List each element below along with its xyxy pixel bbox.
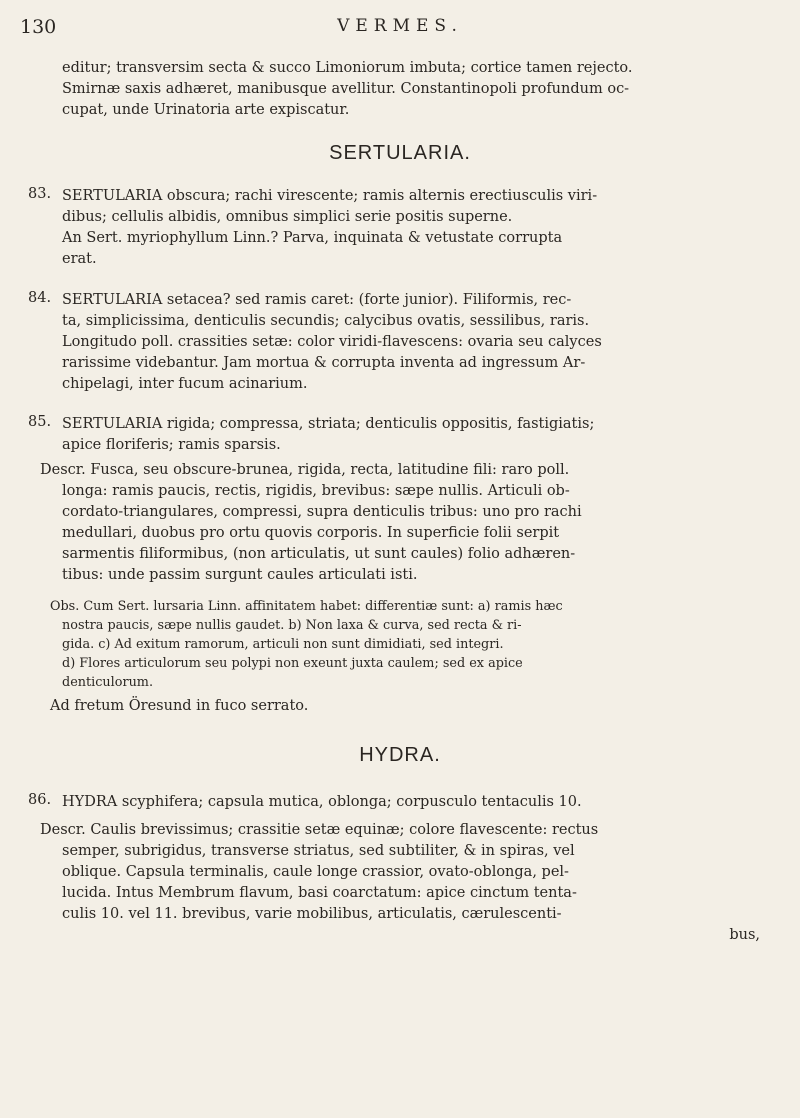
entry-line: medullari, duobus pro ortu quovis corporis. In superficie folii serpit (62, 525, 560, 541)
entry-line: semper, subrigidus, transverse striatus, sed subtiliter, & in spiras, vel (62, 843, 575, 859)
page-header (20, 16, 780, 46)
entry-line: SERTULARIA obscura; rachi virescente; ramis alternis erectiusculis viri- (62, 188, 598, 204)
entry-line: tibus: unde passim surgunt caules articulati isti. (62, 567, 418, 583)
entry-number: 86. (28, 792, 52, 808)
running-head: VERMES. (337, 16, 463, 36)
observation-line: Obs. Cum Sert. lursaria Linn. affinitatem habet: differentiæ sunt: a) ramis hæc (50, 599, 563, 614)
entry-number: 83. (28, 186, 52, 202)
entry-line: HYDRA scyphifera; capsula mutica, oblonga; corpusculo tentaculis 10. (62, 794, 582, 810)
entry-number: 85. (28, 414, 52, 430)
intro-line: cupat, unde Urinatoria arte expiscatur. (62, 102, 350, 118)
observation-line: nostra paucis, sæpe nullis gaudet. b) Non laxa & curva, sed recta & ri- (62, 618, 522, 633)
entry-line: SERTULARIA rigida; compressa, striata; denticulis oppositis, fastigiatis; (62, 416, 595, 432)
entry-line: rarissime videbantur. Jam mortua & corrupta inventa ad ingressum Ar- (62, 355, 586, 371)
entry-line: longa: ramis paucis, rectis, rigidis, brevibus: sæpe nullis. Articuli ob- (62, 483, 570, 499)
entry-line: sarmentis filiformibus, (non articulatis, ut sunt caules) folio adhæren- (62, 546, 576, 562)
locality-line: Ad fretum Öresund in fuco serrato. (50, 698, 309, 714)
entry-line: cordato-triangulares, compressi, supra denticulis tribus: uno pro rachi (62, 504, 582, 520)
observation-line: denticulorum. (62, 675, 154, 690)
entry-line: Descr. Caulis brevissimus; crassitie setæ equinæ; colore flavescente: rectus (40, 822, 599, 838)
page-number: 130 (20, 16, 57, 38)
intro-line: editur; transversim secta & succo Limoniorum imbuta; cortice tamen rejecto. (62, 60, 633, 76)
entry-line: chipelagi, inter fucum acinarium. (62, 376, 308, 392)
observation-line: gida. c) Ad exitum ramorum, articuli non sunt dimidiati, sed integri. (62, 637, 504, 652)
entry-line: dibus; cellulis albidis, omnibus simplici serie positis superne. (62, 209, 513, 225)
intro-line: Smirnæ saxis adhæret, manibusque avellitur. Constantinopoli profundum oc- (62, 81, 630, 97)
entry-line: culis 10. vel 11. brevibus, varie mobilibus, articulatis, cærulescenti- (62, 906, 562, 922)
observation-line: d) Flores articulorum seu polypi non exeunt juxta caulem; sed ex apice (62, 656, 523, 671)
section-title-hydra: HYDRA. (359, 744, 441, 766)
entry-line: apice floriferis; ramis sparsis. (62, 437, 281, 453)
entry-line: oblique. Capsula terminalis, caule longe crassior, ovato-oblonga, pel- (62, 864, 569, 880)
entry-number: 84. (28, 290, 52, 306)
entry-line: lucida. Intus Membrum flavum, basi coarctatum: apice cinctum tenta- (62, 885, 577, 901)
entry-line: An Sert. myriophyllum Linn.? Parva, inquinata & vetustate corrupta (62, 230, 563, 246)
entry-line: Longitudo poll. crassities setæ: color viridi-flavescens: ovaria seu calyces (62, 334, 602, 350)
entry-line: ta, simplicissima, denticulis secundis; calycibus ovatis, sessilibus, raris. (62, 313, 590, 329)
entry-line: SERTULARIA setacea? sed ramis caret: (forte junior). Filiformis, rec- (62, 292, 572, 308)
entry-line: Descr. Fusca, seu obscure-brunea, rigida, recta, latitudine fili: raro poll. (40, 462, 570, 478)
catchword: bus, (729, 927, 760, 943)
section-title-sertularia: SERTULARIA. (329, 142, 471, 164)
entry-line: erat. (62, 251, 97, 267)
